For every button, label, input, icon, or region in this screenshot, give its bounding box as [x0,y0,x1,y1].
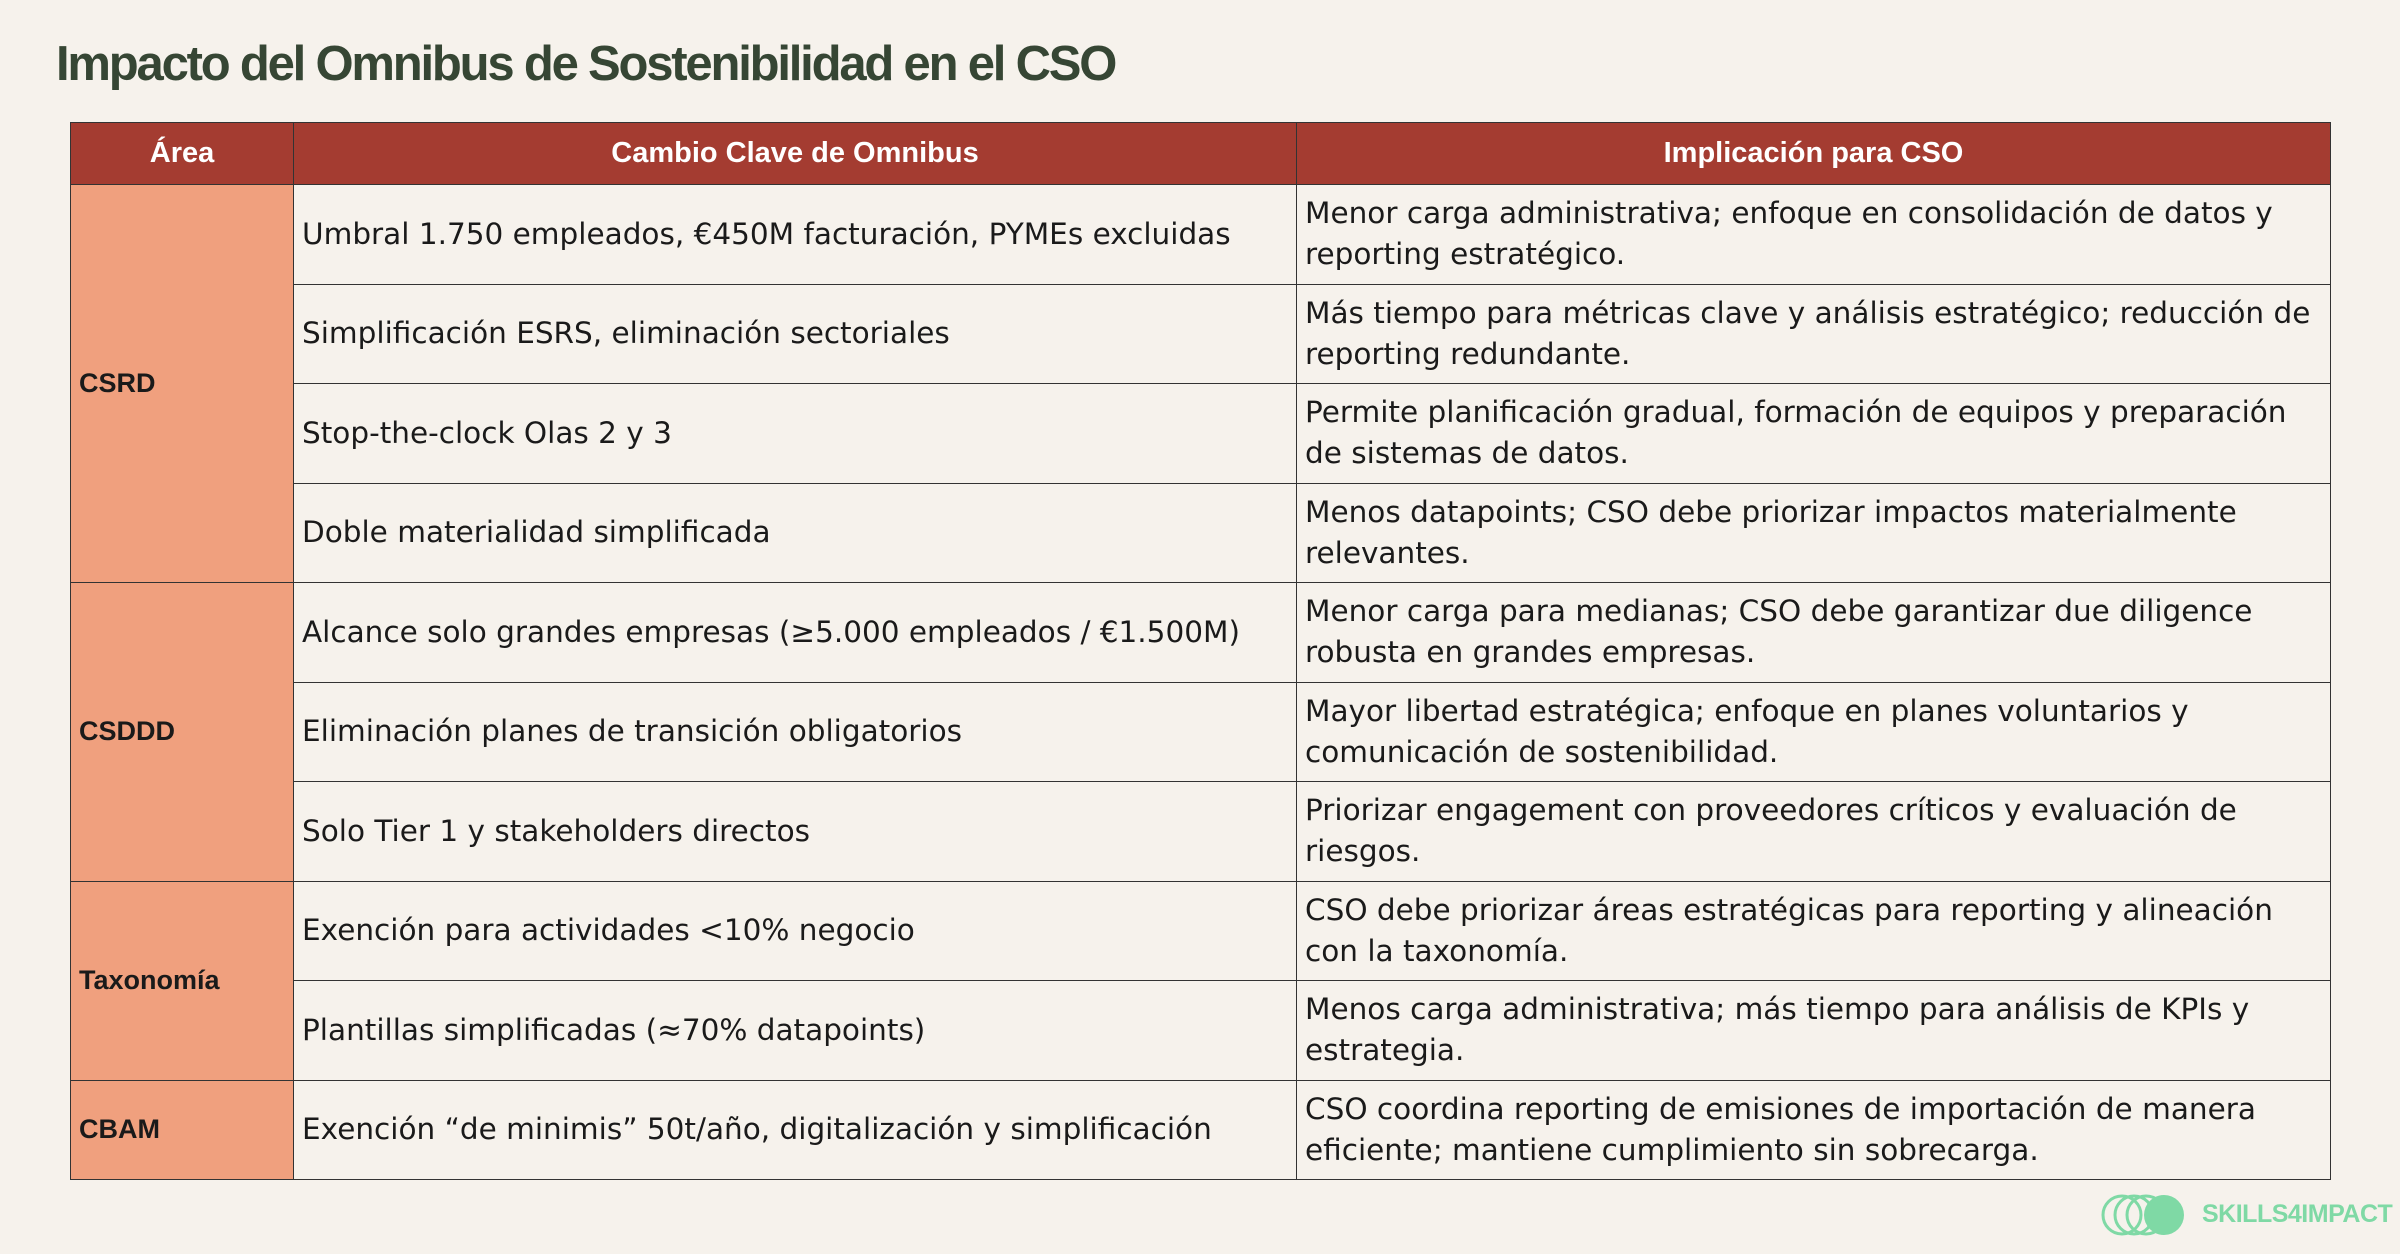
column-header-implication: Implicación para CSO [1297,123,2331,185]
table-body [71,185,2331,1180]
table-row [71,981,2331,1081]
implication-cell: Menos carga administrativa; más tiempo para análisis de KPIs y estrategia. [1297,981,2331,1081]
column-header-area: Área [71,123,294,185]
change-cell: Plantillas simplificadas (≈70% datapoints) [294,981,1297,1081]
table-row [71,782,2331,882]
brand-footer [2100,1190,2393,1240]
change-cell: Exención “de minimis” 50t/año, digitalización y simplificación [294,1080,1297,1180]
table-row [71,384,2331,484]
table-row [71,682,2331,782]
table-row [71,185,2331,285]
implication-cell: CSO coordina reporting de emisiones de importación de manera eficiente; mantiene cumplimiento sin sobrecarga. [1297,1080,2331,1180]
implication-cell: Menos datapoints; CSO debe priorizar impactos materialmente relevantes. [1297,483,2331,583]
table-header [71,123,2331,185]
change-cell: Simplificación ESRS, eliminación sectoriales [294,284,1297,384]
area-cell-cbam: CBAM [71,1080,294,1180]
implication-cell: Menor carga para medianas; CSO debe garantizar due diligence robusta en grandes empresas. [1297,583,2331,683]
overlapping-circles-logo-icon [2100,1193,2186,1237]
change-cell: Stop-the-clock Olas 2 y 3 [294,384,1297,484]
implication-cell: Permite planificación gradual, formación de equipos y preparación de sistemas de datos. [1297,384,2331,484]
brand-name: SKILLS4IMPACT [2202,1200,2393,1228]
table-row [71,483,2331,583]
implication-cell: Mayor libertad estratégica; enfoque en planes voluntarios y comunicación de sostenibilidad. [1297,682,2331,782]
change-cell: Solo Tier 1 y stakeholders directos [294,782,1297,882]
table-row [71,1080,2331,1180]
area-cell-csrd: CSRD [71,185,294,583]
area-cell-taxonomia: Taxonomía [71,881,294,1080]
logo-svg [2100,1193,2186,1237]
change-cell: Alcance solo grandes empresas (≥5.000 empleados / €1.500M) [294,583,1297,683]
implication-cell: Priorizar engagement con proveedores críticos y evaluación de riesgos. [1297,782,2331,882]
column-header-change: Cambio Clave de Omnibus [294,123,1297,185]
change-cell: Eliminación planes de transición obligatorios [294,682,1297,782]
change-cell: Doble materialidad simplificada [294,483,1297,583]
table-row [71,881,2331,981]
table-row [71,583,2331,683]
implication-cell: Más tiempo para métricas clave y análisis estratégico; reducción de reporting redundante. [1297,284,2331,384]
implication-cell: CSO debe priorizar áreas estratégicas para reporting y alineación con la taxonomía. [1297,881,2331,981]
omnibus-impact-table [70,122,2331,1180]
change-cell: Exención para actividades <10% negocio [294,881,1297,981]
table-row [71,284,2331,384]
page-title: Impacto del Omnibus de Sostenibilidad en el CSO [56,37,1116,91]
implication-cell: Menor carga administrativa; enfoque en consolidación de datos y reporting estratégico. [1297,185,2331,285]
header-row [71,123,2331,185]
change-cell: Umbral 1.750 empleados, €450M facturación, PYMEs excluidas [294,185,1297,285]
area-cell-csddd: CSDDD [71,583,294,882]
